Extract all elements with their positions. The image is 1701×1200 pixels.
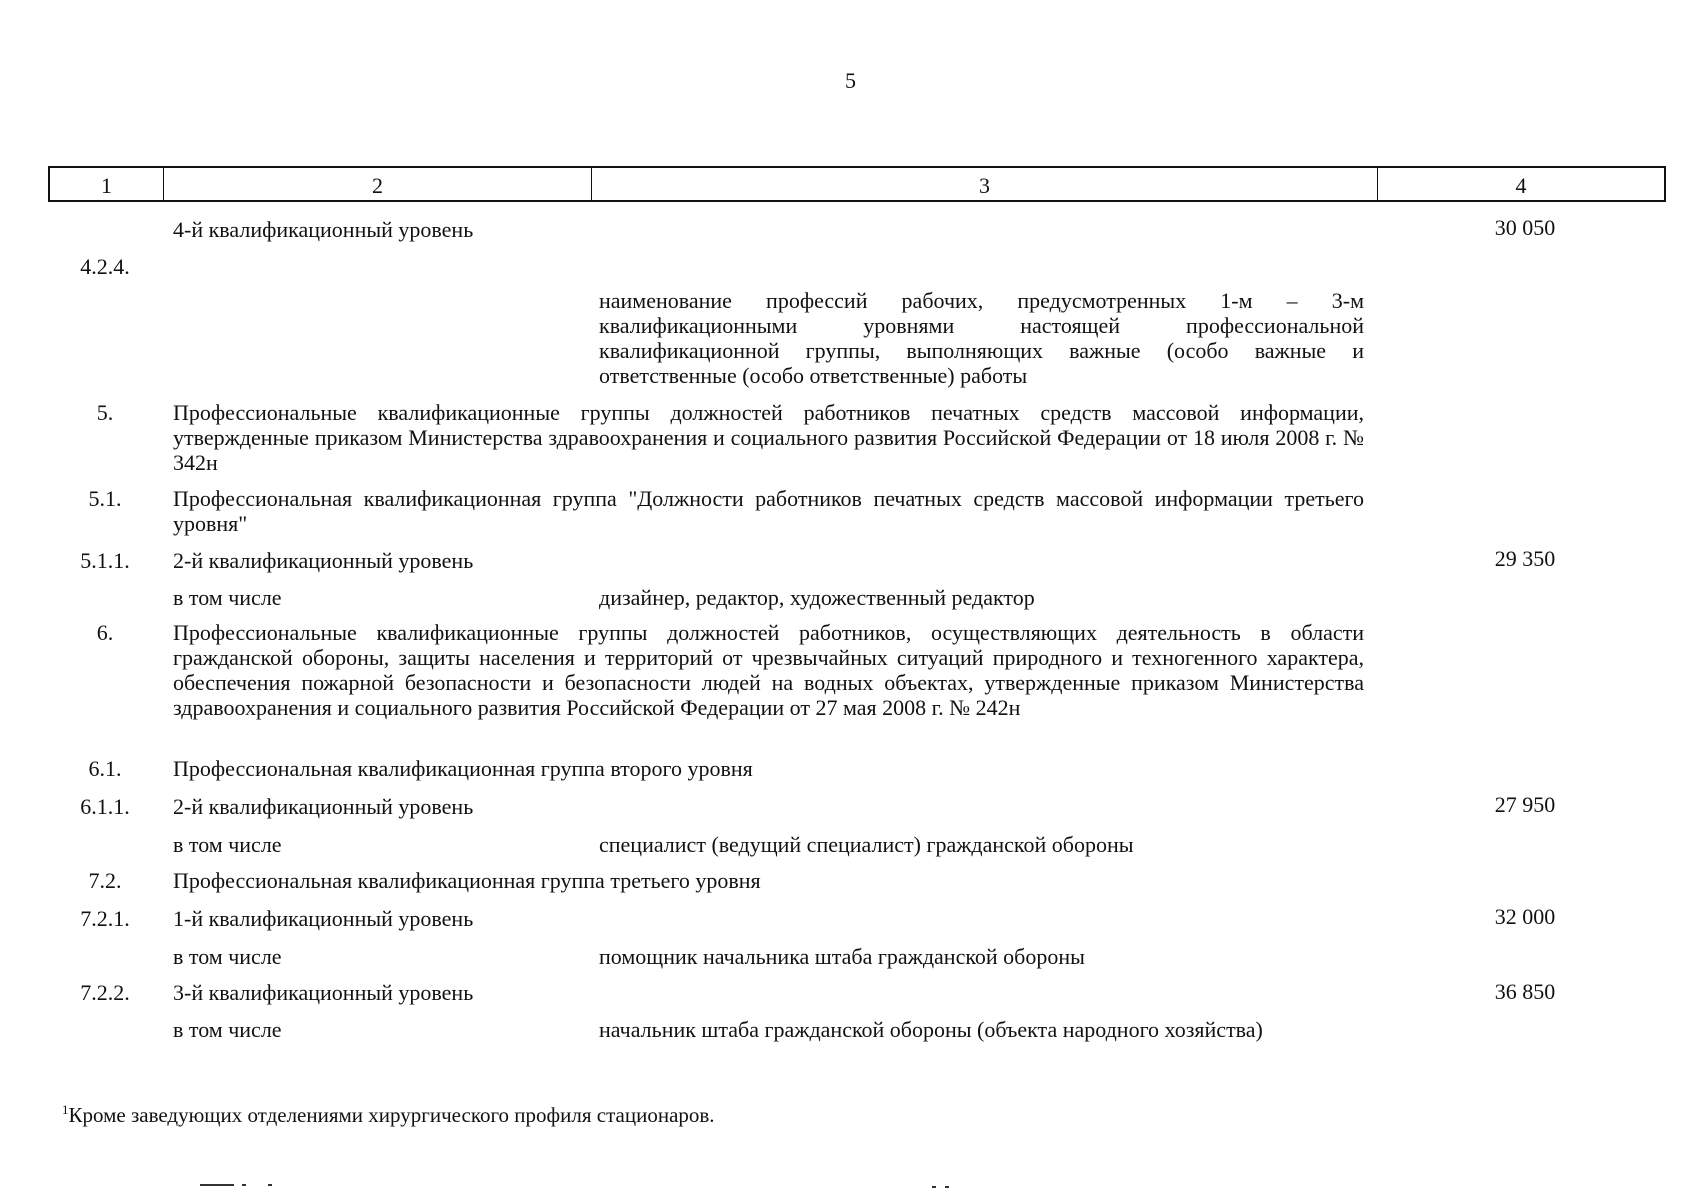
scan-mark xyxy=(200,1184,234,1186)
group-title: Профессиональная квалификационная группа третьего уровня xyxy=(173,868,761,893)
salary-value: 27 950 xyxy=(1494,792,1556,817)
level-label: 3-й квалификационный уровень xyxy=(173,980,474,1005)
row-number: 6.1. xyxy=(88,756,122,781)
row-number: 7.2.2. xyxy=(80,980,130,1005)
column-header-4: 4 xyxy=(1515,173,1527,198)
salary-value: 30 050 xyxy=(1494,215,1556,240)
including-label: в том числе xyxy=(173,585,282,610)
column-header-2: 2 xyxy=(372,173,383,198)
table-header-row xyxy=(48,166,1666,202)
level-label: 2-й квалификационный уровень xyxy=(173,548,474,573)
salary-value: 32 000 xyxy=(1494,904,1556,929)
profession-description: наименование профессий рабочих, предусмотренных 1-м – 3-м квалификационными уровнями настоящей профессиональной квалификационной группы, выполняющих важные (особо важные и ответственные (особо ответственные) работы xyxy=(599,288,1364,388)
row-number: 6.1.1. xyxy=(80,794,130,819)
footnote xyxy=(62,1102,715,1128)
scan-mark xyxy=(268,1184,272,1186)
row-number: 5. xyxy=(96,400,114,425)
salary-value: 29 350 xyxy=(1494,546,1556,571)
group-title: Профессиональная квалификационная группа второго уровня xyxy=(173,756,753,781)
row-number: 7.2. xyxy=(88,868,122,893)
level-label: 1-й квалификационный уровень xyxy=(173,906,474,931)
salary-value: 36 850 xyxy=(1494,979,1556,1004)
including-label: в том числе xyxy=(173,944,282,969)
footnote-marker: 1 xyxy=(62,1102,69,1117)
scan-mark xyxy=(932,1186,936,1188)
position-list: помощник начальника штаба гражданской обороны xyxy=(599,944,1085,969)
position-list: дизайнер, редактор, художественный редактор xyxy=(599,585,1035,610)
column-header-1: 1 xyxy=(101,173,112,198)
position-list: специалист (ведущий специалист) гражданской обороны xyxy=(599,832,1134,857)
page-number: 5 xyxy=(845,68,856,93)
level-label: 2-й квалификационный уровень xyxy=(173,794,474,819)
including-label: в том числе xyxy=(173,832,282,857)
row-number: 6. xyxy=(96,620,114,645)
position-list: начальник штаба гражданской обороны (объекта народного хозяйства) xyxy=(599,1017,1263,1042)
row-number: 5.1. xyxy=(88,486,122,511)
group-title: Профессиональные квалификационные группы должностей работников печатных средств массовой информации, утвержденные приказом Министерства здравоохранения и социального развития Российской Федерации от 18 июля 2008 г. № 342н xyxy=(173,400,1364,475)
group-title: Профессиональные квалификационные группы должностей работников, осуществляющих деятельность в области гражданской обороны, защиты населения и территорий от чрезвычайных ситуаций природного и техногенного характера, обеспечения пожарной безопасности и безопасности людей на водных объектах, утвержденные приказом Министерства здравоохранения и социального развития Российской Федерации от 27 мая 2008 г. № 242н xyxy=(173,620,1364,720)
including-label: в том числе xyxy=(173,1017,282,1042)
column-header-3: 3 xyxy=(979,173,990,198)
footnote-text: Кроме заведующих отделениями хирургического профиля стационаров. xyxy=(68,1103,715,1127)
scan-mark xyxy=(945,1186,949,1188)
group-title: Профессиональная квалификационная группа "Должности работников печатных средств массовой информации третьего уровня" xyxy=(173,486,1364,536)
scan-mark xyxy=(242,1184,246,1186)
level-label: 4-й квалификационный уровень xyxy=(173,217,474,242)
row-number: 7.2.1. xyxy=(80,906,130,931)
row-number: 5.1.1. xyxy=(80,548,130,573)
row-number: 4.2.4. xyxy=(80,254,130,279)
